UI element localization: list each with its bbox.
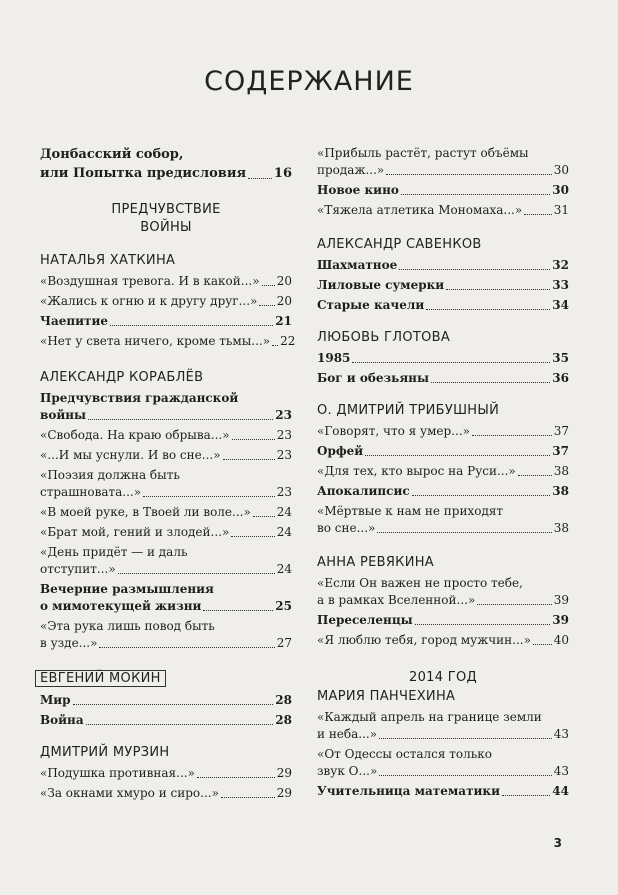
toc-entry[interactable]: «Тяжела атлетика Мономаха...» 31 xyxy=(317,203,569,217)
leader-dots xyxy=(415,612,551,625)
leader-dots xyxy=(377,520,551,533)
toc-entry[interactable]: «За окнами хмуро и сиро...» 29 xyxy=(40,786,292,800)
toc-entry[interactable]: «Жались к огню и к другу друг...» 20 xyxy=(40,294,292,308)
entry-title-line: Донбасский собор, xyxy=(40,147,184,162)
toc-entry[interactable]: «Каждый апрель на границе земли и неба...» 43 xyxy=(317,710,569,741)
page-number: 3 xyxy=(553,836,562,850)
leader-dots xyxy=(412,483,551,496)
leader-dots xyxy=(477,592,551,605)
toc-entry[interactable]: 1985 35 xyxy=(317,351,569,365)
leader-dots xyxy=(431,370,550,383)
section-heading-war: ПРЕДЧУВСТВИЕ ВОЙНЫ xyxy=(111,202,221,235)
toc-entry[interactable]: Учительница математики 44 xyxy=(317,784,569,798)
toc-entry[interactable]: Орфей 37 xyxy=(317,444,569,458)
toc-entry[interactable]: «Мёртвые к нам не приходят во сне...» 38 xyxy=(317,504,569,535)
leader-dots xyxy=(73,692,274,705)
toc-entry[interactable]: «От Одессы остался только звук О...» 43 xyxy=(317,747,569,778)
leader-dots xyxy=(231,524,274,537)
leader-dots xyxy=(253,504,275,517)
leader-dots xyxy=(99,635,274,648)
toc-entry[interactable]: Новое кино 30 xyxy=(317,183,569,197)
toc-entry[interactable]: Лиловые сумерки 33 xyxy=(317,278,569,292)
toc-entry[interactable]: Шахматное 32 xyxy=(317,258,569,272)
author-heading-korablev: АЛЕКСАНДР КОРАБЛЁВ xyxy=(40,370,204,385)
leader-dots xyxy=(524,202,552,215)
leader-dots xyxy=(88,407,273,420)
leader-dots xyxy=(401,182,550,195)
leader-dots xyxy=(232,427,275,440)
toc-entry[interactable]: Старые качели 34 xyxy=(317,298,569,312)
toc-entry[interactable]: Чаепитие 21 xyxy=(40,314,292,328)
toc-entry[interactable]: Предчувствия гражданской войны 23 xyxy=(40,391,292,422)
toc-entry[interactable]: «Прибыль растёт, растут объёмы продаж...» 30 xyxy=(317,146,569,177)
leader-dots xyxy=(518,463,552,476)
toc-entry[interactable]: Вечерние размышления о мимотекущей жизни 25 xyxy=(40,582,292,613)
toc-entry[interactable]: «Воздушная тревога. И в какой...» 20 xyxy=(40,274,292,288)
leader-dots xyxy=(272,333,278,346)
author-heading-khatkina: НАТАЛЬЯ ХАТКИНА xyxy=(40,253,176,268)
leader-dots xyxy=(110,313,273,326)
author-heading-glotova: ЛЮБОВЬ ГЛОТОВА xyxy=(317,330,451,345)
toc-entry[interactable]: «День придёт — и даль отступит...» 24 xyxy=(40,545,292,576)
author-heading-murzin: ДМИТРИЙ МУРЗИН xyxy=(40,745,170,760)
toc-entry[interactable]: «Для тех, кто вырос на Руси...» 38 xyxy=(317,464,569,478)
leader-dots xyxy=(86,712,274,725)
toc-entry[interactable]: «В моей руке, в Твоей ли воле...» 24 xyxy=(40,505,292,519)
leader-dots xyxy=(426,297,550,310)
toc-entry[interactable]: «Нет у света ничего, кроме тьмы...» 22 xyxy=(40,334,296,348)
toc-right-column xyxy=(317,145,569,803)
author-heading-revyakina: АННА РЕВЯКИНА xyxy=(317,555,434,570)
leader-dots xyxy=(197,765,275,778)
author-heading-mokin: ЕВГЕНИЙ МОКИН xyxy=(40,670,292,687)
toc-entry[interactable]: «...И мы уснули. И во сне...» 23 xyxy=(40,448,292,462)
toc-entry[interactable]: «Свобода. На краю обрыва...» 23 xyxy=(40,428,292,442)
leader-dots xyxy=(399,257,550,270)
toc-entry[interactable]: «Говорят, что я умер...» 37 xyxy=(317,424,569,438)
leader-dots xyxy=(502,783,550,796)
leader-dots xyxy=(248,164,272,179)
section-heading-2014: 2014 ГОД xyxy=(409,670,477,685)
leader-dots xyxy=(533,632,552,645)
author-heading-savenkov: АЛЕКСАНДР САВЕНКОВ xyxy=(317,237,482,252)
toc-entry[interactable]: «Эта рука лишь повод быть в узде...» 27 xyxy=(40,619,292,650)
leader-dots xyxy=(446,277,550,290)
toc-entry[interactable]: Война 28 xyxy=(40,713,292,727)
toc-entry[interactable]: «Если Он важен не просто тебе, а в рамках Вселенной...» 39 xyxy=(317,576,569,607)
toc-entry[interactable]: «Брат мой, гений и злодей...» 24 xyxy=(40,525,292,539)
leader-dots xyxy=(379,726,552,739)
entry-title: или Попытка предисловия xyxy=(40,166,247,181)
leader-dots xyxy=(118,561,275,574)
toc-entry[interactable]: Переселенцы 39 xyxy=(317,613,569,627)
leader-dots xyxy=(379,763,551,776)
toc-entry[interactable]: «Поэзия должна быть страшновата...» 23 xyxy=(40,468,292,499)
leader-dots xyxy=(352,350,550,363)
toc-entry-preface[interactable] xyxy=(40,145,292,183)
page-title: СОДЕРЖАНИЕ xyxy=(204,66,414,97)
leader-dots xyxy=(262,273,275,286)
author-heading-tribushny: О. ДМИТРИЙ ТРИБУШНЫЙ xyxy=(317,403,500,418)
leader-dots xyxy=(223,447,275,460)
leader-dots xyxy=(203,598,273,611)
leader-dots xyxy=(365,443,550,456)
entry-page: 16 xyxy=(273,166,292,181)
leader-dots xyxy=(143,484,275,497)
leader-dots xyxy=(221,785,275,798)
author-heading-panchekhina: МАРИЯ ПАНЧЕХИНА xyxy=(317,689,456,704)
toc-entry[interactable]: «Подушка противная...» 29 xyxy=(40,766,292,780)
toc-entry[interactable]: Мир 28 xyxy=(40,693,292,707)
leader-dots xyxy=(472,423,552,436)
toc-entry[interactable]: Апокалипсис 38 xyxy=(317,484,569,498)
toc-entry[interactable]: Бог и обезьяны 36 xyxy=(317,371,569,385)
toc-entry[interactable]: «Я люблю тебя, город мужчин...» 40 xyxy=(317,633,569,647)
toc-left-column xyxy=(40,145,296,805)
leader-dots xyxy=(259,293,274,306)
leader-dots xyxy=(386,162,551,175)
